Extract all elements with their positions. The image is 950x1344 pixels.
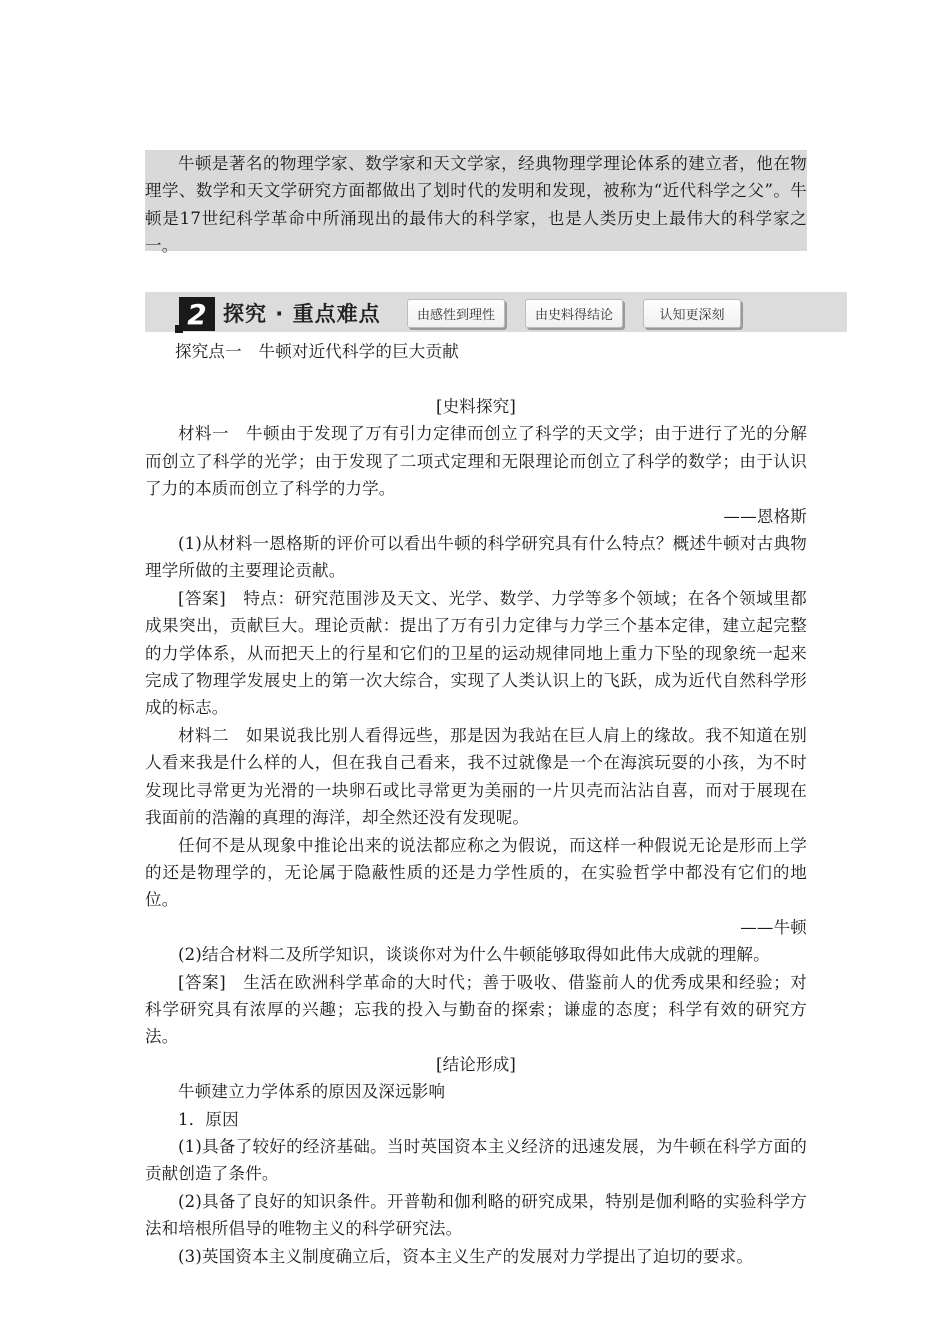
section-banner-title: 探究 · 重点难点: [223, 302, 381, 326]
document-body: [145, 393, 807, 1270]
section-number-badge: 2: [179, 297, 215, 331]
banner-tag-1: 由感性到理性: [407, 299, 505, 328]
material-two-part-b: 任何不是从现象中推论出来的说法都应称之为假说，而这样一种假说无论是形而上学的还是物理学的，无论属于隐蔽性质的还是力学性质的，在实验哲学中都没有它们的地位。: [145, 835, 807, 910]
conclusion-reason-three: (3)英国资本主义制度确立后，资本主义生产的发展对力学提出了迫切的要求。: [178, 1246, 754, 1266]
inquiry-point-title: 探究点一 牛顿对近代科学的巨大贡献: [175, 342, 459, 361]
banner-tag-3: 认知更深刻: [643, 299, 741, 328]
answer-one: [答案] 特点：研究范围涉及天文、光学、数学、力学等多个领域；在各个领域里都成果突出，贡献巨大。理论贡献：提出了万有引力定律与力学三个基本定律，建立起完整的力学体系，从而把天上的行星和它们的卫星的运动规律同地上重力下坠的现象统一起来完成了物理学发展史上的第一次大综合，实现了人类认识上的飞跃，成为近代自然科学形成的标志。: [145, 588, 807, 718]
section-label-historical: [史料探究]: [435, 397, 517, 416]
conclusion-title: 牛顿建立力学体系的原因及深远影响: [178, 1082, 446, 1102]
source-newton: ——牛顿: [740, 917, 807, 937]
source-engels: ——恩格斯: [723, 506, 807, 526]
question-one: (1)从材料一恩格斯的评价可以看出牛顿的科学研究具有什么特点？概述牛顿对古典物理学所做的主要理论贡献。: [145, 534, 807, 581]
conclusion-reason-one: (1)具备了较好的经济基础。当时英国资本主义经济的迅速发展，为牛顿在科学方面的贡献创造了条件。: [145, 1136, 807, 1184]
material-one: 材料一 牛顿由于发现了万有引力定律而创立了科学的天文学；由于进行了光的分解而创立了科学的光学；由于发现了二项式定理和无限理论而创立了科学的数学；由于认识了力的本质而创立了科学的力学。: [145, 424, 807, 499]
intro-paragraph: 牛顿是著名的物理学家、数学家和天文学家，经典物理学理论体系的建立者，他在物理学、数学和天文学研究方面都做出了划时代的发明和发现，被称为“近代科学之父”。牛顿是17世纪科学革命中所涌现出的最伟大的科学家，也是人类历史上最伟大的科学家之一。: [145, 154, 807, 256]
answer-two: [答案] 生活在欧洲科学革命的大时代；善于吸收、借鉴前人的优秀成果和经验；对科学研究具有浓厚的兴趣；忘我的投入与勤奋的探索；谦虚的态度；科学有效的研究方法。: [145, 972, 807, 1047]
section-banner: [145, 292, 847, 332]
section-label-conclusion: [结论形成]: [435, 1054, 517, 1074]
material-two-part-a: 材料二 如果说我比别人看得远些，那是因为我站在巨人肩上的缘故。我不知道在别人看来我是什么样的人，但在我自己看来，我不过就像是一个在海滨玩耍的小孩，为不时发现比寻常更为光滑的一块卵石或比寻常更为美丽的一片贝壳而沾沾自喜，而对于展现在我面前的浩瀚的真理的海洋，却全然还没有发现呢。: [145, 725, 807, 828]
conclusion-reason-two: (2)具备了良好的知识条件。开普勒和伽利略的研究成果，特别是伽利略的实验科学方法和培根所倡导的唯物主义的科学研究法。: [145, 1191, 807, 1239]
banner-tag-2: 由史料得结论: [525, 299, 623, 328]
intro-box: [145, 150, 807, 256]
conclusion-item-one: 1．原因: [178, 1109, 239, 1129]
question-two: (2)结合材料二及所学知识，谈谈你对为什么牛顿能够取得如此伟大成就的理解。: [178, 945, 770, 965]
